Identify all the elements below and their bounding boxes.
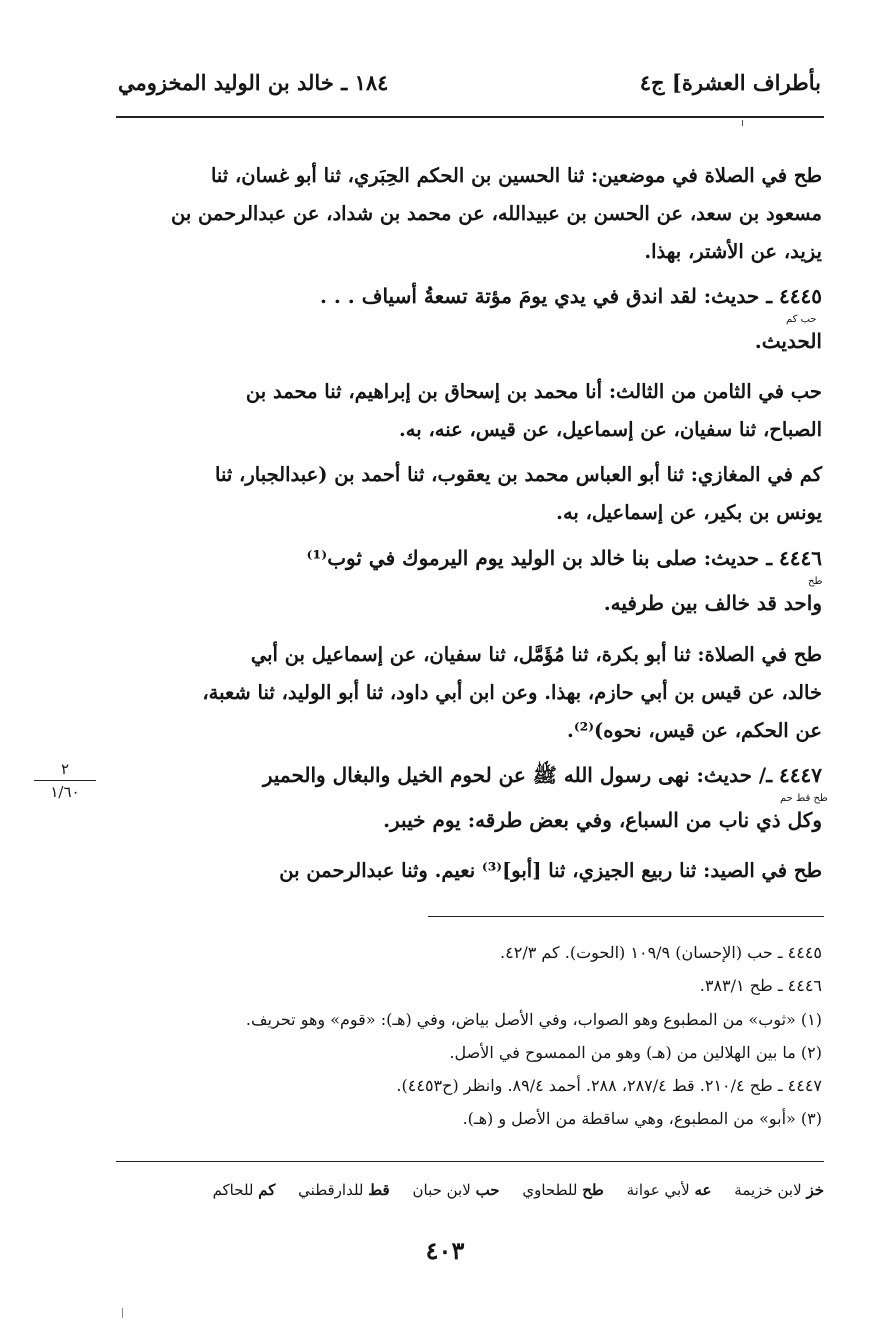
header-rule xyxy=(116,116,824,118)
legend-source: للحاكم xyxy=(212,1181,254,1199)
legend-rule xyxy=(116,1161,824,1162)
running-header-book-title: بأطراف العشرة] ج٤ xyxy=(639,70,821,95)
header-tick-mark xyxy=(742,120,743,126)
margin-note-top: ٢ xyxy=(60,760,70,778)
footnote-item: ٤٤٤٥ ـ حب (الإحسان) ١٠٩/٩ (الحوت). كم ٤٢/٣. xyxy=(500,943,822,962)
margin-note-divider xyxy=(34,780,96,781)
text-line: كم في المغازي: ثنا أبو العباس محمد بن يعقوب، ثنا أحمد بن (عبدالجبار، ثنا xyxy=(215,463,822,486)
paragraph-tah-salah-2 xyxy=(116,636,822,750)
legend-entry xyxy=(412,1181,499,1199)
legend-source: لابن خزيمة xyxy=(734,1181,802,1199)
legend-abbr: حب xyxy=(475,1181,500,1199)
hadith-4447-continuation: وكل ذي ناب من السباع، وفي بعض طرقه: يوم خيبر. xyxy=(383,808,822,832)
legend-entry xyxy=(213,1181,276,1199)
text-line: عن الحكم، عن قيس، نحوه)⁽²⁾. xyxy=(567,719,822,742)
text-line: خالد، عن قيس بن أبي حازم، بهذا. وعن ابن أبي داود، ثنا أبو الوليد، ثنا شعبة، xyxy=(202,681,822,704)
hadith-4445-heading: ٤٤٤٥ ـ حديث: لقد اندق في يدي يومَ مؤتة تسعةُ أسياف . . . xyxy=(319,284,822,308)
paragraph-tah-salah-1 xyxy=(116,157,822,271)
margin-note-bottom: ١/٦٠ xyxy=(50,783,80,801)
hadith-4446-sigla: طح xyxy=(808,576,823,587)
legend-source: للطحاوي xyxy=(522,1181,578,1199)
margin-folio-note xyxy=(30,760,100,801)
text-line: طح في الصلاة في موضعين: ثنا الحسين بن الحكم الحِبَري، ثنا أبو غسان، ثنا xyxy=(210,164,822,187)
hadith-4447-heading: ٤٤٤٧ ـ/ حديث: نهى رسول الله ﷺ عن لحوم الخيل والبغال والحمير xyxy=(262,763,822,787)
footnote-item: (١) «ثوب» من المطبوع وهو الصواب، وفي الأصل بياض، وفي (هـ): «قوم» وهو تحريف. xyxy=(245,1010,822,1029)
footnote-item: ٤٤٤٦ ـ طح ٣٨٣/١. xyxy=(699,976,822,995)
scan-speck xyxy=(122,1308,123,1318)
legend-source: للدارقطني xyxy=(298,1181,364,1199)
legend-abbr: كم xyxy=(258,1181,276,1199)
running-header-section: ١٨٤ ـ خالد بن الوليد المخزومي xyxy=(118,70,389,95)
paragraph-hakim xyxy=(116,456,822,532)
page-number: ٤٠٣ xyxy=(425,1236,465,1265)
paragraph-hibban xyxy=(116,373,822,449)
hadith-4446-heading: ٤٤٤٦ ـ حديث: صلى بنا خالد بن الوليد يوم اليرموك في ثوب⁽¹⁾ xyxy=(306,546,822,570)
legend-abbr: خز xyxy=(806,1181,824,1199)
text-line: طح في الصلاة: ثنا أبو بكرة، ثنا مُؤَمَّل، ثنا سفيان، عن إسماعيل بن أبي xyxy=(250,643,822,666)
footnote-rule xyxy=(428,916,824,917)
text-line: طح في الصيد: ثنا ربيع الجيزي، ثنا [أبو]⁽³⁾ نعيم. وثنا عبدالرحمن بن xyxy=(279,859,822,882)
footnote-item: ٤٤٤٧ ـ طح ٢١٠/٤. قط ٢٨٧/٤، ٢٨٨. أحمد ٨٩/٤. وانظر (ح٤٤٥٣). xyxy=(396,1076,822,1095)
text-line: الصباح، ثنا سفيان، عن إسماعيل، عن قيس، عنه، به. xyxy=(399,418,822,441)
legend-entry xyxy=(298,1181,390,1199)
legend-abbr: قط xyxy=(368,1181,390,1199)
legend-source: لابن حبان xyxy=(412,1181,471,1199)
legend-abbr: عه xyxy=(694,1181,712,1199)
paragraph-tah-sayd xyxy=(116,852,822,890)
footnote-item: (٢) ما بين الهلالين من (هـ) وهو من الممسوح في الأصل. xyxy=(449,1043,822,1062)
text-line: مسعود بن سعد، عن الحسن بن عبيدالله، عن محمد بن شداد، عن عبدالرحمن بن xyxy=(170,202,822,225)
legend-abbr: طح xyxy=(582,1181,604,1199)
text-line: حب في الثامن من الثالث: أنا محمد بن إسحاق بن إبراهيم، ثنا محمد بن xyxy=(245,380,822,403)
hadith-4445-sigla: حب كم xyxy=(786,314,817,325)
legend-source: لأبي عوانة xyxy=(626,1181,690,1199)
text-line: يونس بن بكير، عن إسماعيل، به. xyxy=(556,501,822,524)
legend-entry xyxy=(627,1181,712,1199)
footnote-item: (٣) «أبو» من المطبوع، وهي ساقطة من الأصل و (هـ). xyxy=(462,1109,822,1128)
hadith-4447-sigla: طح قط حم xyxy=(780,793,828,804)
text-line: يزيد، عن الأشتر، بهذا. xyxy=(644,240,822,263)
abbreviation-legend xyxy=(100,1181,824,1199)
hadith-4445-continuation: الحديث. xyxy=(754,329,822,353)
legend-entry xyxy=(522,1181,603,1199)
legend-entry xyxy=(734,1181,824,1199)
hadith-4446-continuation: واحد قد خالف بين طرفيه. xyxy=(603,591,822,615)
